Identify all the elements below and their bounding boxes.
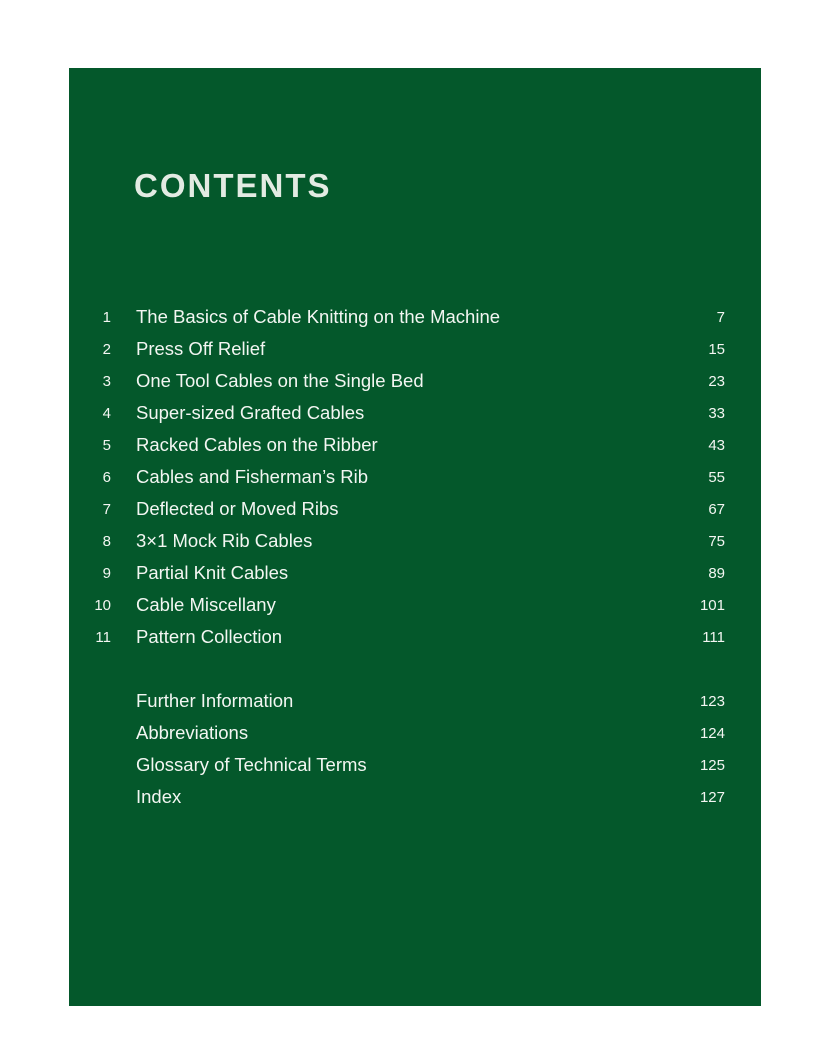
page-number: 101 [699,597,725,614]
chapter-number: 1 [102,309,111,326]
section-title: Index [136,786,182,807]
page-number: 55 [708,469,725,486]
chapter-number: 9 [102,565,111,582]
toc-entry[interactable] [69,782,761,814]
toc-entry[interactable] [69,526,761,558]
toc-entry[interactable] [69,686,761,718]
section-title: Further Information [136,690,294,711]
chapter-title: Cables and Fisherman’s Rib [136,466,369,487]
toc-entry[interactable] [69,334,761,366]
chapter-title: Partial Knit Cables [136,562,289,583]
chapter-number: 4 [102,405,111,422]
page-number: 7 [716,309,725,326]
chapter-number: 10 [94,597,111,614]
page-number: 33 [708,405,725,422]
chapter-number: 11 [95,629,111,646]
page-number: 125 [699,757,725,774]
chapter-title: Super-sized Grafted Cables [136,402,365,423]
page-number: 23 [708,373,725,390]
section-title: Glossary of Technical Terms [136,754,367,775]
backmatter-list [69,686,761,814]
toc-entry[interactable] [69,366,761,398]
page-number: 123 [699,693,725,710]
chapter-number: 3 [102,373,111,390]
page-number: 111 [702,629,725,646]
toc-entry[interactable] [69,590,761,622]
chapter-title: Cable Miscellany [136,594,276,615]
chapter-list [69,302,761,654]
page-number: 124 [699,725,725,742]
chapter-title: Press Off Relief [136,338,266,359]
toc-entry[interactable] [69,622,761,654]
page-number: 127 [699,789,725,806]
toc-entry[interactable] [69,302,761,334]
page-number: 67 [708,501,725,518]
toc-entry[interactable] [69,750,761,782]
toc-entry[interactable] [69,718,761,750]
toc-entry[interactable] [69,494,761,526]
toc-entry[interactable] [69,398,761,430]
chapter-number: 7 [102,501,111,518]
chapter-title: The Basics of Cable Knitting on the Machine [136,306,501,327]
toc-entry[interactable] [69,558,761,590]
chapter-title: Deflected or Moved Ribs [136,498,339,519]
chapter-number: 6 [102,469,111,486]
chapter-title: One Tool Cables on the Single Bed [136,370,424,391]
chapter-title: 3×1 Mock Rib Cables [136,530,313,551]
page-number: 75 [708,533,725,550]
chapter-title: Racked Cables on the Ribber [136,434,378,455]
section-title: Abbreviations [136,722,249,743]
toc-entry[interactable] [69,430,761,462]
page-number: 43 [708,437,725,454]
toc-entry[interactable] [69,462,761,494]
chapter-number: 5 [102,437,111,454]
page-number: 89 [708,565,725,582]
chapter-title: Pattern Collection [136,626,283,647]
page-title: CONTENTS [134,167,332,204]
chapter-number: 2 [102,341,111,358]
chapter-number: 8 [102,533,111,550]
page-number: 15 [708,341,725,358]
